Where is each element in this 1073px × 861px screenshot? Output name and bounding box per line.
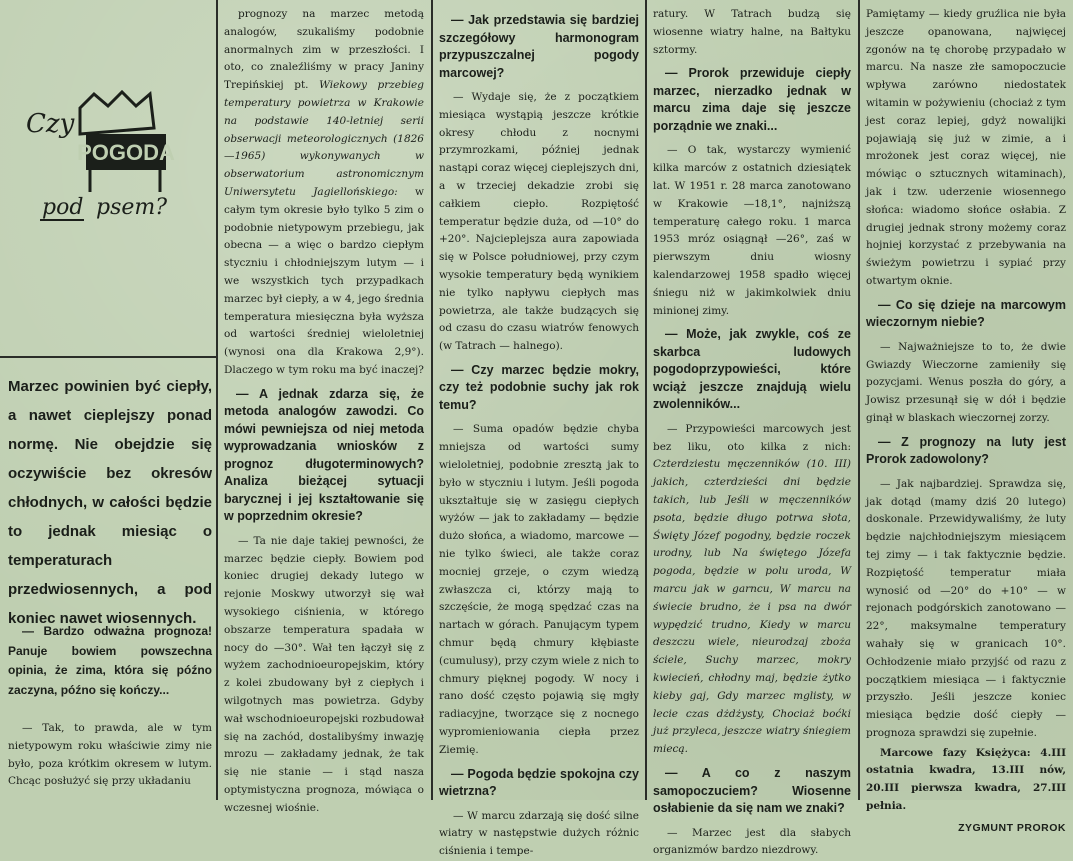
article-paragraph: — Jak najbardziej. Sprawdza się, jak dotąd (mamy dziś 20 lutego) doskonale. Przewidywaliśmy, że luty będzie najchłodniejszym miesiącem tej zimy — i tak faktycznie będzie. Rozpiętość temperatur miała wynosić od —20° do +10° — w rejonach podgórskich zanotowano —22°, maksymalne temperatury wahały się w granicach 10°. Ochłodzenie miało przyjść od razu z początkiem miesiąca — i faktycznie przyszło. Jeśli jeszcze koniec miesiąca będzie dość ciepły — prognoza sprawdzi się zupełnie. [866,477,1066,739]
column-rule [216,0,218,800]
question-heading: — A co z naszym samopoczuciem? Wiosenne osłabienie da się nam we znaki? [653,766,851,815]
lead-answer [8,720,212,791]
paragraph-text: prognozy na marzec metodą analogów, szukaliśmy podobnie anormalnych zim w przeszłości. I oto, co znaleźliśmy w pracy Janiny Trepińskiej pt. [224,8,424,92]
article-paragraph: — Marzec jest dla słabych organizmów bardzo niezdrowy. [653,826,851,857]
column-rule [858,0,860,800]
logo-pogoda: POGODA [77,140,175,165]
column-rule [645,0,647,800]
logo-pod: pod [42,195,84,220]
question-heading: — A jednak zdarza się, że metoda analogów zawodzi. Co mówi pewniejsza od niej metoda wyprowadzania wniosków z prognoz długoterminowych? Analiza bieżącej sytuacji barycznej i jej kształtowanie się w poprzednim okresie? [224,386,424,524]
question-heading: — Prorok przewiduje ciepły marzec, nierzadko jednak w marcu zima daje się jeszcze porządnie we znaki... [653,66,851,133]
question-heading: — Pogoda będzie spokojna czy wietrzna? [439,766,639,799]
logo-legs [90,170,160,192]
logo-czy: Czy [26,109,75,139]
lead-answer-text: — Tak, to prawda, ale w tym nietypowym roku właściwie zimy nie było, poza krótkim okresem w lutym. Chcąc posłużyć się przy układaniu [8,722,212,788]
article-paragraph: — Ta nie daje takiej pewności, że marzec będzie ciepły. Bowiem pod koniec drugiej dekady lutego w rejonie Moskwy utworzył się wał wysokiego ciśnienia, w którego obszarze temperatura spadała w nocy do —30°. Wał ten łączył się z wyżem zachodnioeuropejskim, który z kolei zbudowany był z ciepłych i wilgotnych mas powietrza. Gdyby wał wschodnioeuropejski rozbudował się na zachód, dostalibyśmy inwazję mrozu — zakładamy jednak, że tak się nie stanie — i stąd nasza optymistyczna prognoza, mówiąca o wczesnej wiośnie. [224,534,424,814]
question-heading: — Jak przedstawia się bardziej szczegółowy harmonogram przypuszczalnej pogody marcowej? [439,13,639,80]
paragraph-text: — Przypowieści marcowych jest bez liku, oto kilka z nich: [653,422,851,453]
column-logo [24,88,194,228]
question-heading: — Może, jak zwykle, coś ze skarbca ludowych pogodoprzypowieści, które wciąż jeszcze znajdują wielu zwolenników... [653,327,851,412]
column-3 [439,6,639,858]
article-paragraph: — Najważniejsze to to, że dwie Gwiazdy Wieczorne zamieniły się pozycjami. Wenus poszła do góry, a Jowisz przesunął się w dół i będzie ginął w blaskach wieczornej zorzy. [866,340,1066,424]
article-paragraph: Pamiętamy — kiedy gruźlica nie była jeszcze opanowana, najwięcej zgonów na tę chorobę przypadało w marcu. Na nasze złe samopoczucie wpływa zarówno niedostatek witamin w pożywieniu (chociaż z tym jest coraz lepiej, gdyż nowalijki pojawiają się już w zimie, a i mrożonek jest coraz więcej, nie mówiąc o sztucznych witaminach), jak i tzw. uderzenie wiosennego słońca: wiadomo słońce osłabia. Z drugiej jednak strony możemy coraz hojniej korzystać z przebywania na świeżym powietrzu i sypiać przy otwartym oknie. [866,8,1066,287]
article-paragraph: — W marcu zdarzają się dość silne wiatry w następstwie dużych różnic ciśnienia i tempe- [439,809,639,858]
column-2 [224,6,425,814]
column-rule [431,0,433,800]
article-paragraph: — Suma opadów będzie chyba mniejsza od wartości sumy wieloletniej, podobnie zresztą jak to było w styczniu i lutym. Jeśli pogoda ukształtuje się w zasięgu ciepłych wyżów — jak to zakładamy — będzie dużo słońca, a wiadomo, marcowe — nie tylko świeci, ale także coraz mocniej grzeje, o czym wiedzą zwłaszcza ci, którzy mają to szczęście, że mogą spędzać czas na nartach w górach. Panującym typem chmur będą chmury kłębiaste (cumulusy), przy czym wiele z nich to chmury pięknej pogody. W nocy i rano dość często pojawią się mgły radiacyjne, tworzące się z nocnego wypromieniowania ciepła przez Ziemię. [439,423,639,756]
citation-text: Wiekowy przebieg temperatury powietrza w Krakowie na podstawie 140-letniej serii obserwacji meteorologicznych (1826—1965) wykonywanych w obserwatorium astronomicznym Uniwersytetu Jagiellońskiego: [224,79,424,198]
column-5 [866,6,1066,834]
moon-phases: Marcowe fazy Księżyca: 4.III ostatnia kwadra, 13.III nów, 20.III pierwsza kwadra, 27.III pełnia. [866,746,1066,813]
article-paragraph: ratury. W Tatrach budzą się wiosenne wiatry halne, na Bałtyku sztormy. [653,8,851,56]
article-paragraph: — O tak, wystarczy wymienić kilka marców z ostatnich dziesiątek lat. W 1951 r. 28 marca zanotowano w Krakowie —18,1°, najniższą temperaturę całego roku. 1 marca 1953 mróz osiągnął —26°, zaś w pierwszym dniu wiosny kalendarzowej 1958 spadło więcej śniegu niż w jakimkolwiek dniu minionej zimy. [653,144,851,317]
article-paragraph [653,421,851,759]
crown-icon [80,92,154,134]
logo-drawing [24,88,194,228]
question-heading: — Czy marzec będzie mokry, czy też podobnie suchy jak rok temu? [439,362,639,412]
question-heading: — Z prognozy na luty jest Prorok zadowolony? [866,434,1066,467]
paragraph-text: w całym tym okresie było tylko 5 zim o podobnie nietypowym przebiegu, jak obecna — a więc o bardzo ciepłym styczniu i chłodniejszym lutym — i we wszystkich tych przypadkach marzec był ciepły, a w 4, jego średnia temperatura miesięczna była wyższa od wartości średniej wieloletniej (wynosi ona dla Krakowa 2,9°). Dlaczego w tym roku ma być inaczej? [224,185,425,376]
column-4 [653,6,851,857]
lead-rule [0,356,216,358]
author-signature: ZYGMUNT PROROK [958,821,1066,834]
proverbs-text: Czterdziestu męczenników (10. III) jakich, czterdzieści dni będzie takich, lub Jeśli w męczenników psota, będzie długo potrwa słota, Święty Józef pogodny, będzie roczek urodny, lub Na świętego Józefa pogoda, będzie w polu uroda, W marcu jak w garncu, W marcu na świecie brudno, że i psa na dwór wypędzić trudno, Kiedy w marcu deszczu wiele, nieurodzaj zboża ściele, Suchy marzec, mokry kwiecień, chłodny maj, będzie żytko kieby gaj, Gdy marzec mglisty, w lecie czas dżdżysty, Chociaż boćki już przyleca, jeszcze wiatry śniegiem miecą. [653,458,851,756]
lead-headline: Marzec powinien być ciepły, a nawet cieplejszy ponad normę. Nie obejdzie się oczywiście bez okresów chłodnych, w całości będzie to jednak miesiąc o temperaturach przedwiosennych, a pod koniec nawet wiosennych. [8,378,212,627]
article-paragraph [224,6,424,380]
article-paragraph: — Wydaje się, że z początkiem miesiąca wystąpią jeszcze krótkie okresy chłodu z nocnymi przymrozkami, później jednak nastąpi coraz więcej cieplejszych dni, a w trzeciej dekadzie zrobi się całkiem ciepło. Rozpiętość temperatur będzie duża, od —10° do +20°. Najcieplejsza aura zapowiada się w Polsce południowej, przy czym wysokie temperatury będą wynikiem nie tylko napływu ciepłych mas powietrza, ale także budzących się od czasu do czasu wiatrów fenowych (w Tatrach — halnego). [439,91,639,353]
lead-question [8,622,212,700]
question-heading: — Co się dzieje na marcowym wieczornym niebie? [866,297,1066,330]
logo-psem: psem? [96,195,168,220]
lead-question-text: — Bardzo odważna prognoza! Panuje bowiem powszechna opinia, że zima, która się późno zaczyna, późno się kończy... [8,624,212,697]
